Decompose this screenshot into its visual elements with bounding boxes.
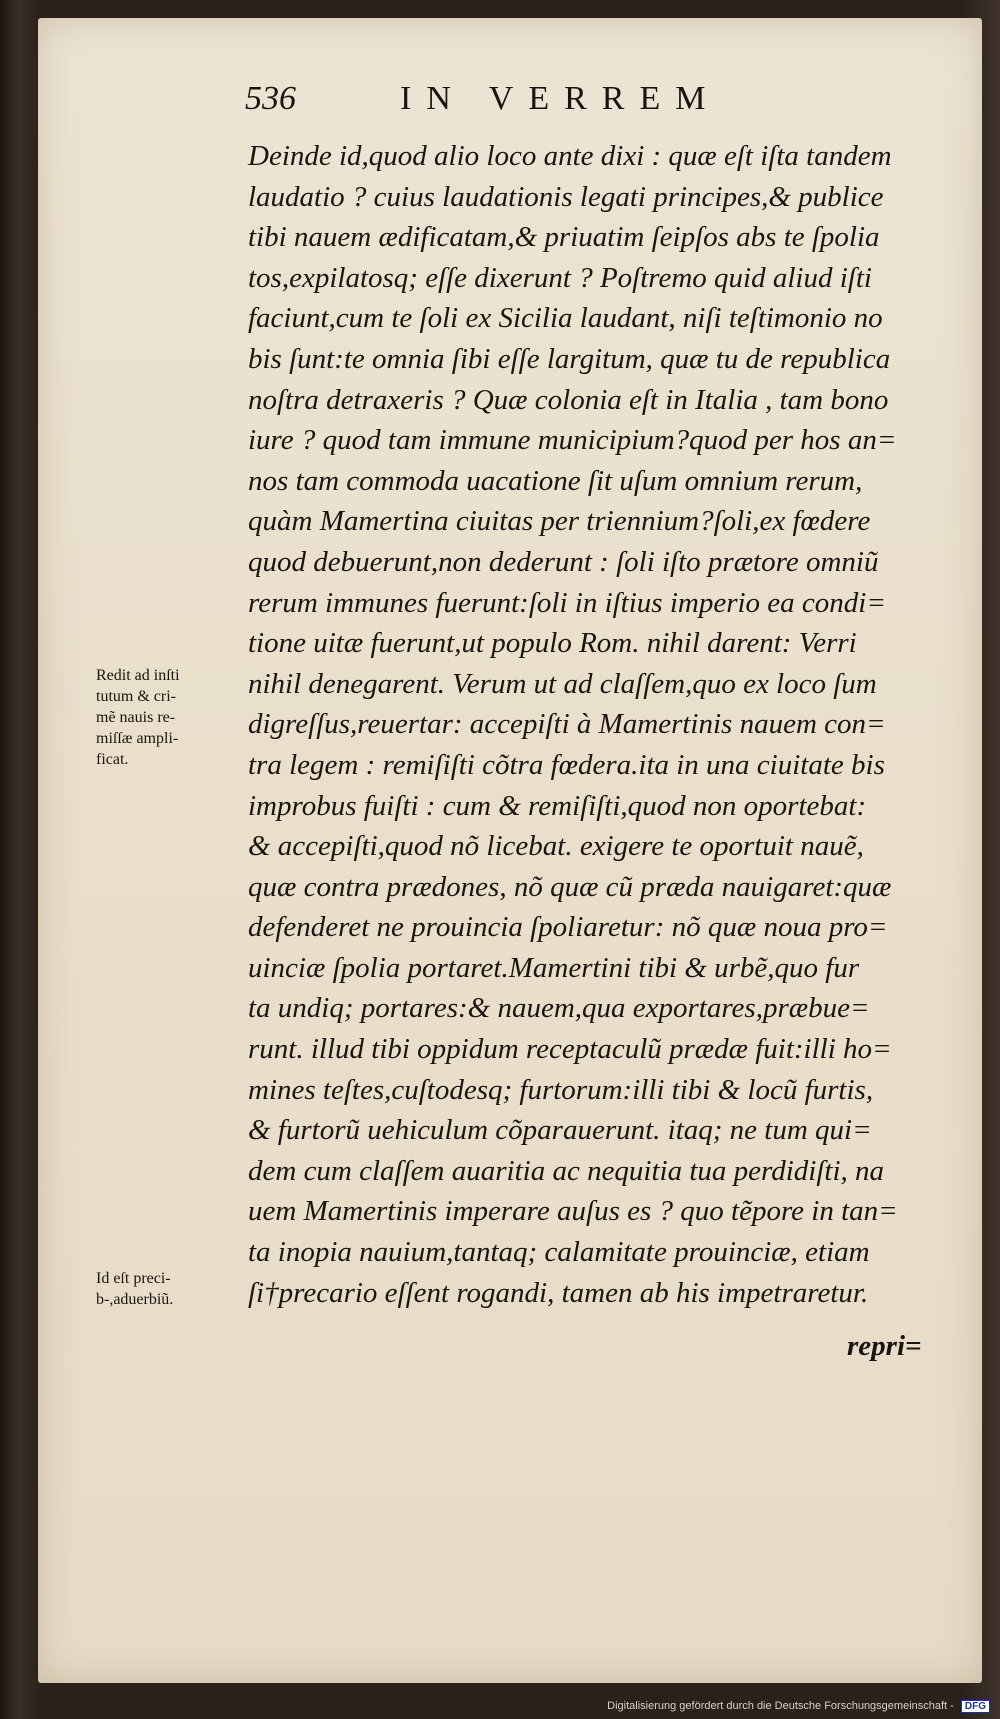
- marginal-note: [96, 1268, 246, 1310]
- text-line: mines teſtes,cuſtodesq; furtorum:illi tibi & locũ furtis,: [248, 1073, 874, 1106]
- marginal-note-line: mẽ nauis re‑: [96, 709, 176, 726]
- text-line: uinciæ ſpolia portaret.Mamertini tibi & urbẽ,quo fur: [248, 951, 860, 984]
- text-line: improbus fuiſti : cum & remiſiſti,quod non oportebat:: [248, 789, 867, 822]
- marginal-note-line: tutum & cri‑: [96, 688, 176, 705]
- text-line: ta inopia nauium,tantaq; calamitate prouinciæ, etiam: [248, 1236, 870, 1269]
- text-line: faciunt,cum te ſoli ex Sicilia laudant, niſi teſtimonio no: [248, 302, 883, 335]
- text-line: Deinde id,quod alio loco ante dixi : quæ eſt iſta tandem: [248, 140, 892, 172]
- running-head: [245, 80, 765, 124]
- text-line: tibi nauem ædificatam,& priuatim ſeipſos abs te ſpolia: [248, 221, 880, 254]
- dfg-logo: DFG: [961, 1700, 990, 1713]
- text-line: rerum immunes fuerunt:ſoli in iſtius imperio ea condi=: [248, 586, 886, 619]
- text-line: uem Mamertinis imperare auſus es ? quo tẽpore in tan=: [248, 1195, 898, 1228]
- text-line: quàm Mamertina ciuitas per triennium?ſoli,ex fœdere: [248, 505, 871, 538]
- text-line: runt. illud tibi oppidum receptaculũ prædæ fuit:illi ho=: [248, 1033, 892, 1066]
- text-line: defenderet ne prouincia ſpoliaretur: nõ quæ noua pro=: [248, 911, 888, 944]
- marginal-note-line: Redit ad inſti: [96, 667, 180, 684]
- text-line: bis ſunt:te omnia ſibi eſſe largitum, quæ tu de republica: [248, 342, 891, 375]
- main-text-block: [248, 136, 928, 1313]
- text-line: iure ? quod tam immune municipium?quod per hos an=: [248, 424, 897, 457]
- text-line: quæ contra prædones, nõ quæ cũ præda nauigaret:quæ: [248, 870, 892, 903]
- text-line: ta undiq; portares:& nauem,qua exportares,præbue=: [248, 992, 870, 1025]
- text-line: & accepiſti,quod nõ licebat. exigere te oportuit nauẽ,: [248, 830, 864, 863]
- marginal-note-line: ficat.: [96, 751, 129, 768]
- credit-text: Digitalisierung gefördert durch die Deutsche Forschungsgemeinschaft -: [607, 1700, 954, 1712]
- text-line: nihil denegarent. Verum ut ad claſſem,quo ex loco ſum: [248, 667, 877, 700]
- marginal-note: [96, 665, 246, 770]
- text-line: tos,expilatosq; eſſe dixerunt ? Poſtremo quid aliud iſti: [248, 261, 872, 294]
- marginal-note-line: Id eſt preci‑: [96, 1270, 171, 1287]
- text-line: ſi†precario eſſent rogandi, tamen ab his impetraretur.: [248, 1276, 869, 1309]
- page-number: 536: [245, 80, 296, 117]
- text-line: nos tam commoda uacatione ſit uſum omnium rerum,: [248, 464, 863, 497]
- text-line: & furtorũ uehiculum cõparauerunt. itaq; ne tum qui=: [248, 1114, 872, 1147]
- text-line: laudatio ? cuius laudationis legati principes,& publice: [248, 180, 884, 213]
- text-line: tra legem : remiſiſti cõtra fœdera.ita in una ciuitate bis: [248, 748, 885, 781]
- marginal-note-line: b‑,aduerbiũ.: [96, 1291, 174, 1308]
- running-title: IN VERREM: [400, 80, 721, 117]
- text-line: dem cum claſſem auaritia ac nequitia tua perdidiſti, na: [248, 1154, 885, 1187]
- text-line: quod debuerunt,non dederunt : ſoli iſto prætore omniũ: [248, 545, 879, 578]
- text-line: tione uitæ fuerunt,ut populo Rom. nihil darent: Verri: [248, 627, 857, 660]
- marginal-note-line: miſſæ ampli‑: [96, 730, 179, 747]
- digitization-credit: [607, 1700, 990, 1713]
- text-line: noſtra detraxeris ? Quæ colonia eſt in Italia , tam bono: [248, 383, 889, 416]
- text-line: digreſſus,reuertar: accepiſti à Mamertinis nauem con=: [248, 708, 886, 741]
- catchword: repri=: [847, 1330, 922, 1362]
